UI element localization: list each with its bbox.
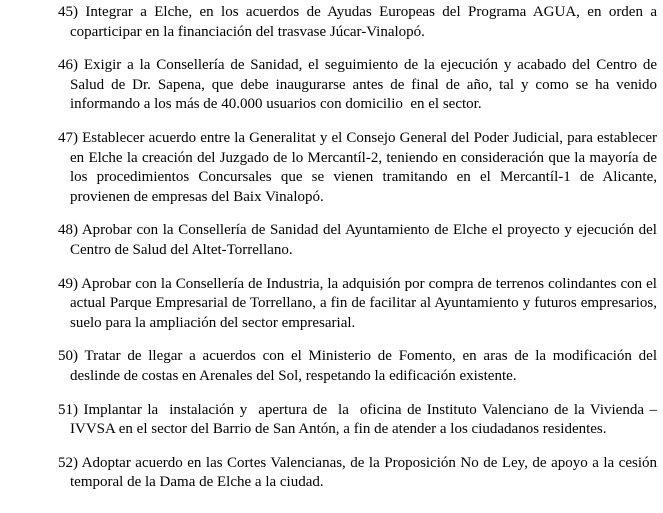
item-number: 49): [58, 275, 78, 292]
list-item-45: [58, 3, 657, 42]
item-number: 48): [58, 222, 78, 239]
list-item-46: [58, 56, 657, 115]
item-text: Aprobar con la Consellería de Industria, la adquisión por compra de terrenos colindantes con el actual Parque Empresarial de Torrellano, a fin de facilitar al Ayuntamiento y futuros empresarios, suelo para la ampliación del sector empresarial.: [70, 275, 657, 331]
item-number: 45): [58, 4, 78, 20]
list-item-51: [58, 401, 657, 440]
item-text: Implantar la instalación y apertura de la oficina de Instituto Valenciano de la Vivienda –IVVSA en el sector del Barrio de San Antón, a fin de atender a los ciudadanos residentes.: [70, 401, 657, 438]
item-number: 51): [58, 401, 78, 418]
list-item-50: [58, 347, 657, 386]
list-item-48: [58, 221, 657, 260]
item-text: Integrar a Elche, en los acuerdos de Ayudas Europeas del Programa AGUA, en orden a coparticipar en la financiación del trasvase Júcar-Vinalopó.: [70, 4, 657, 40]
item-number: 46): [58, 57, 78, 74]
item-text: Exigir a la Consellería de Sanidad, el seguimiento de la ejecución y acabado del Centro de Salud de Dr. Sapena, que debe inaugurarse antes de final de año, tal y como se ha venido informando a los más de 40.000 usuarios con domicilio en el sector.: [70, 57, 657, 113]
list-item-52: [58, 454, 657, 493]
item-number: 50): [58, 348, 78, 365]
item-text: Adoptar acuerdo en las Cortes Valencianas, de la Proposición No de Ley, de apoyo a la cesión temporal de la Dama de Elche a la ciudad.: [70, 454, 657, 491]
item-number: 47): [58, 129, 78, 146]
item-number: 52): [58, 454, 78, 471]
list-item-49: [58, 275, 657, 334]
item-text: Establecer acuerdo entre la Generalitat y el Consejo General del Poder Judicial, para establecer en Elche la creación del Juzgado de lo Mercantíl-2, teniendo en consideración que la mayoría de los procedimientos Concursales que se vienen tramitando en el Mercantíl-1 de Alicante, provienen de empresas del Baix Vinalopó.: [70, 129, 657, 205]
item-text: Aprobar con la Consellería de Sanidad del Ayuntamiento de Elche el proyecto y ejecución del Centro de Salud del Altet-Torrellano.: [70, 222, 657, 258]
list-item-47: [58, 129, 657, 207]
item-text: Tratar de llegar a acuerdos con el Ministerio de Fomento, en aras de la modificación del deslinde de costas en Arenales del Sol, respetando la edificación existente.: [70, 348, 657, 384]
